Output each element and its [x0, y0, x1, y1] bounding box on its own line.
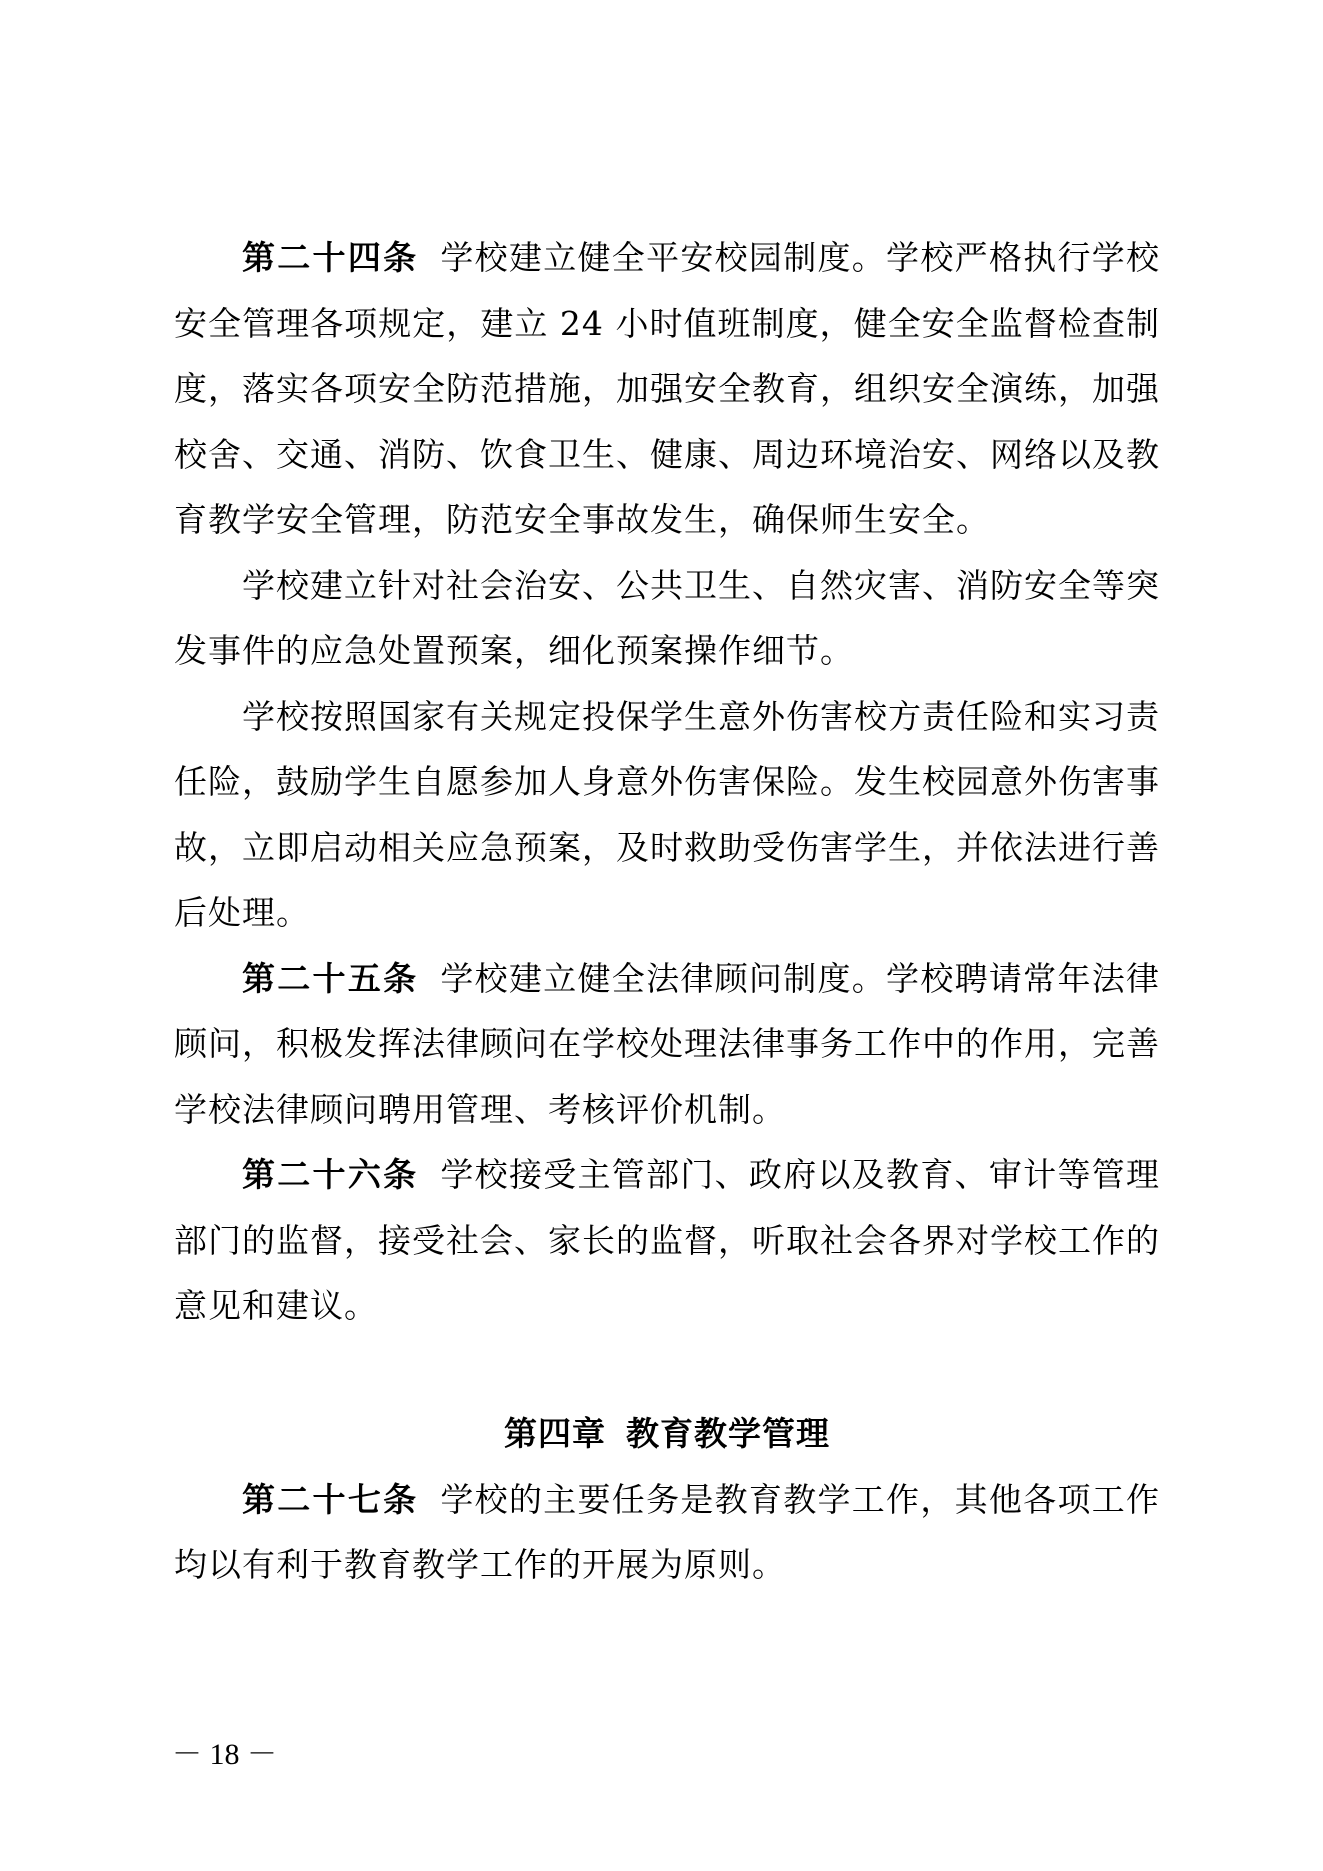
- insurance-paragraph: 学校按照国家有关规定投保学生意外伤害校方责任险和实习责任险，鼓励学生自愿参加人身意外伤害保险。发生校园意外伤害事故，立即启动相关应急预案，及时救助受伤害学生，并依法进行善后处理。: [174, 696, 1160, 932]
- article-27-paragraph: [174, 1467, 1160, 1598]
- article-25-label: 第二十五条: [242, 958, 419, 998]
- article-25-paragraph: [174, 946, 1160, 1143]
- chapter-title: 教育教学管理: [626, 1413, 830, 1453]
- article-27-label: 第二十七条: [242, 1479, 419, 1519]
- emergency-plan-paragraph: 学校建立针对社会治安、公共卫生、自然灾害、消防安全等突发事件的应急处置预案，细化预案操作细节。: [174, 565, 1160, 670]
- article-24-text: 学校建立健全平安校园制度。学校严格执行学校安全管理各项规定，建立 24 小时值班制度，健全安全监督检查制度，落实各项安全防范措施，加强安全教育，组织安全演练，加强校舍、交通、消防、饮食卫生、健康、周边环境治安、网络以及教育教学安全管理，防范安全事故发生，确保师生安全。: [174, 238, 1161, 539]
- article-26-paragraph: [174, 1142, 1160, 1339]
- article-26-label: 第二十六条: [242, 1155, 419, 1194]
- article-25-text: 学校建立健全法律顾问制度。学校聘请常年法律顾问，积极发挥法律顾问在学校处理法律事务工作中的作用，完善学校法律顾问聘用管理、考核评价机制。: [174, 958, 1161, 1129]
- article-27-text: 学校的主要任务是教育教学工作，其他各项工作均以有利于教育教学工作的开展为原则。: [174, 1479, 1161, 1584]
- article-24-label: 第二十四条: [242, 238, 419, 277]
- body-text: [174, 225, 1160, 1598]
- article-26-text: 学校接受主管部门、政府以及教育、审计等管理部门的监督，接受社会、家长的监督，听取社会各界对学校工作的意见和建议。: [174, 1155, 1161, 1325]
- article-24-paragraph: [174, 225, 1160, 553]
- chapter-number: 第四章: [504, 1413, 606, 1453]
- chapter-heading: [174, 1401, 1160, 1467]
- page-number: － 18 －: [172, 1738, 277, 1771]
